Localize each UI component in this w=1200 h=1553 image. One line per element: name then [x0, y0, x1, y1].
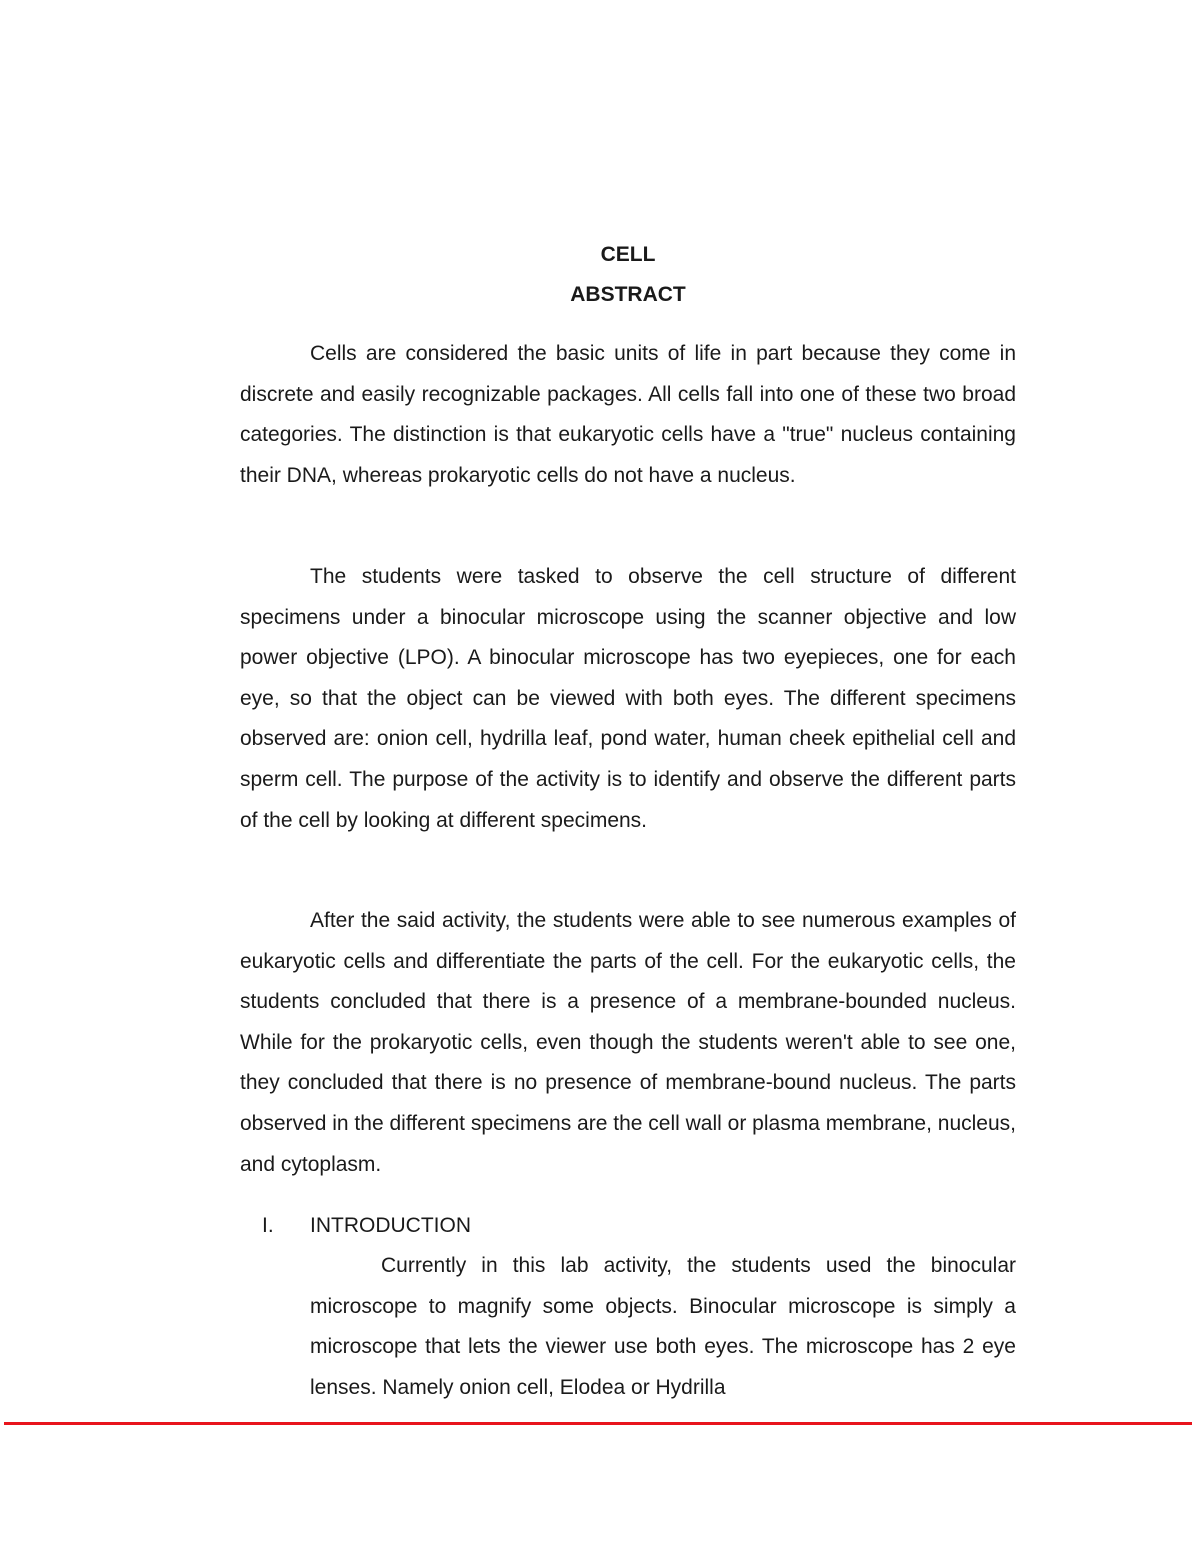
abstract-paragraph-1: Cells are considered the basic units of life in part because they come in discrete and easily recognizable packages. All cells fall into one of these two broad categories. The distinction is that eukaryotic cells have a "true" nucleus containing their DNA, whereas prokaryotic cells do not have a nucleus.	[240, 342, 1016, 487]
page-break-line	[4, 1422, 1192, 1425]
document-title: CELL	[600, 243, 656, 266]
introduction-paragraph: Currently in this lab activity, the students used the binocular microscope to magnify some objects. Binocular microscope is simply a microscope that lets the viewer use both eyes. The microscope has 2 eye lenses. Namely onion cell, Elodea or Hydrilla	[310, 1254, 1016, 1399]
section-title: INTRODUCTION	[310, 1214, 471, 1237]
section-heading-introduction	[262, 1206, 471, 1246]
section-number: I.	[262, 1214, 274, 1237]
abstract-heading: ABSTRACT	[570, 283, 686, 306]
abstract-paragraph-2: The students were tasked to observe the cell structure of different specimens under a binocular microscope using the scanner objective and low power objective (LPO). A binocular microscope has two eyepieces, one for each eye, so that the object can be viewed with both eyes. The different specimens observed are: onion cell, hydrilla leaf, pond water, human cheek epithelial cell and sperm cell. The purpose of the activity is to identify and observe the different parts of the cell by looking at different specimens.	[240, 565, 1016, 832]
abstract-paragraph-3: After the said activity, the students were able to see numerous examples of eukaryotic cells and differentiate the parts of the cell. For the eukaryotic cells, the students concluded that there is a presence of a membrane-bounded nucleus. While for the prokaryotic cells, even though the students weren't able to see one, they concluded that there is no presence of membrane-bound nucleus. The parts observed in the different specimens are the cell wall or plasma membrane, nucleus, and cytoplasm.	[240, 909, 1016, 1176]
